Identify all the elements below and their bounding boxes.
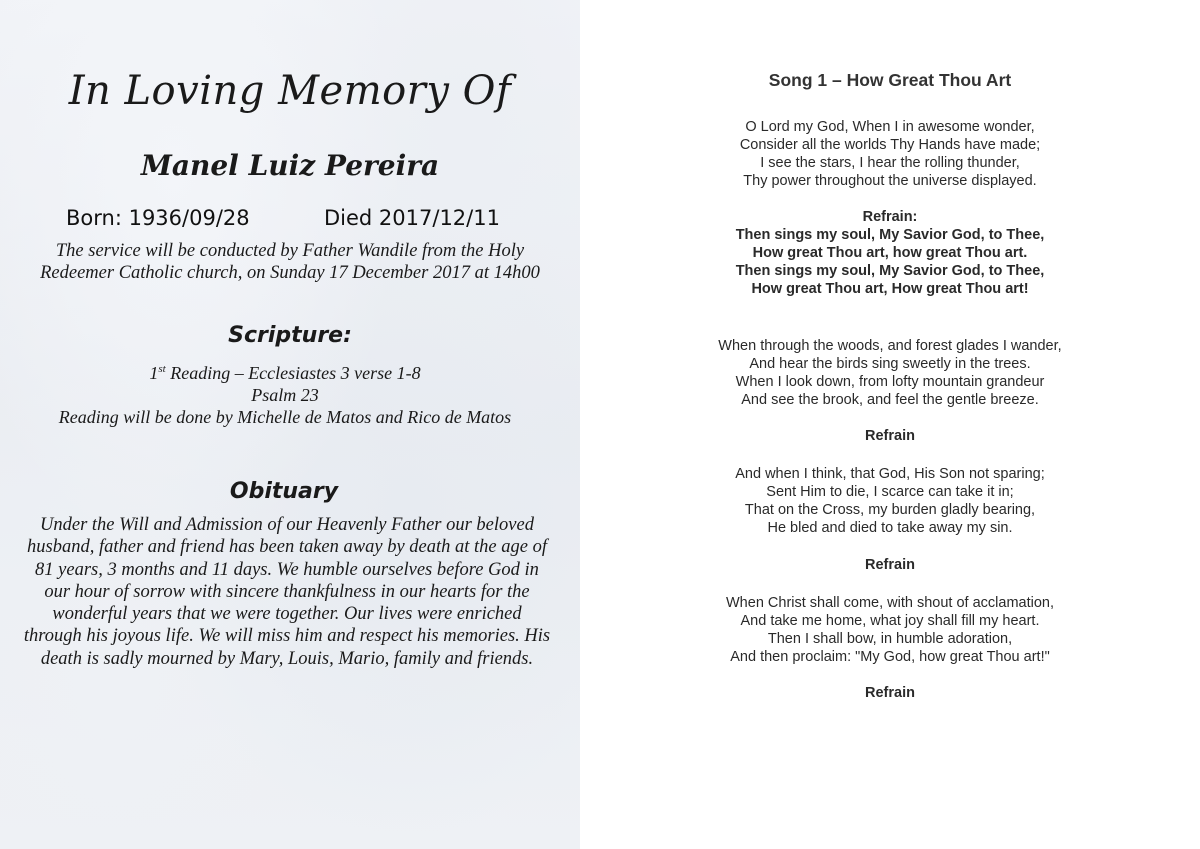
verse-line: Consider all the worlds Thy Hands have made; — [739, 137, 1041, 153]
verse-line: That on the Cross, my burden gladly bearing, — [744, 502, 1036, 518]
verse-line: Sent Him to die, I scarce can take it in; — [766, 484, 1014, 500]
obituary-text: Under the Will and Admission of our Heavenly Father our beloved husband, father and friend has been taken away by death at the age of 81 years, 3 months and 11 days. We humble ourselves before God in our hour of sorrow with sincere thankfulness in our hearts for the wonderful years that we were together. Our lives were enriched through his joyous life. We will miss him and respect his memories. His death is sadly mourned by Mary, Louis, Mario, family and friends. — [23, 515, 551, 669]
scripture-list — [0, 358, 570, 428]
death-date: Died 2017/12/11 — [324, 206, 500, 230]
refrain-line: How great Thou art, how great Thou art. — [752, 245, 1028, 261]
refrain-line: Then sings my soul, My Savior God, to Thee, — [735, 263, 1045, 279]
verse-line: And see the brook, and feel the gentle breeze. — [741, 392, 1039, 408]
verse-line: Then I shall bow, in humble adoration, — [767, 631, 1013, 647]
verse-line: I see the stars, I hear the rolling thunder, — [760, 155, 1020, 171]
memorial-title: In Loving Memory Of — [68, 68, 512, 114]
obituary-heading: Obituary — [229, 479, 339, 504]
verse-1 — [580, 118, 1200, 190]
verse-line: He bled and died to take away my sin. — [767, 520, 1013, 536]
verse-line: When I look down, from lofty mountain grandeur — [735, 374, 1045, 390]
reading-ordinal: 1 — [149, 363, 159, 383]
service-details: The service will be conducted by Father Wandile from the Holy Redeemer Catholic church, on Sunday 17 December 2017 at 14h00 — [40, 241, 540, 283]
verse-line: And then proclaim: "My God, how great Thou art!" — [730, 649, 1050, 665]
psalm-reading: Psalm 23 — [251, 385, 319, 405]
verse-line: And when I think, that God, His Son not sparing; — [735, 466, 1045, 482]
refrain-line: How great Thou art, How great Thou art! — [751, 281, 1029, 297]
refrain-line: Then sings my soul, My Savior God, to Thee, — [735, 227, 1045, 243]
song-title: Song 1 – How Great Thou Art — [768, 70, 1012, 90]
right-page — [580, 0, 1200, 849]
verse-line: And hear the birds sing sweetly in the trees. — [749, 356, 1031, 372]
verse-line: Thy power throughout the universe displayed. — [743, 173, 1037, 189]
scripture-heading: Scripture: — [228, 323, 352, 348]
deceased-name: Manel Luiz Pereira — [140, 149, 440, 182]
first-reading — [0, 358, 570, 384]
refrain-heading: Refrain: — [862, 209, 918, 225]
refrain-label: Refrain — [865, 428, 915, 444]
verse-4 — [580, 594, 1200, 666]
reading-ordinal-suffix: st — [158, 363, 166, 375]
verse-3 — [580, 465, 1200, 537]
verse-line: O Lord my God, When I in awesome wonder, — [745, 119, 1035, 135]
verse-line: When Christ shall come, with shout of acclamation, — [726, 595, 1054, 611]
reading-text: Reading – Ecclesiastes 3 verse 1-8 — [165, 363, 421, 383]
verse-2 — [580, 337, 1200, 409]
verse-line: And take me home, what joy shall fill my heart. — [740, 613, 1040, 629]
birth-date: Born: 1936/09/28 — [66, 206, 250, 230]
left-page — [0, 0, 581, 849]
refrain-label: Refrain — [865, 557, 915, 573]
refrain — [580, 208, 1200, 298]
readers: Reading will be done by Michelle de Matos and Rico de Matos — [58, 407, 512, 427]
refrain-label: Refrain — [865, 685, 915, 701]
verse-line: When through the woods, and forest glades I wander, — [718, 338, 1062, 354]
